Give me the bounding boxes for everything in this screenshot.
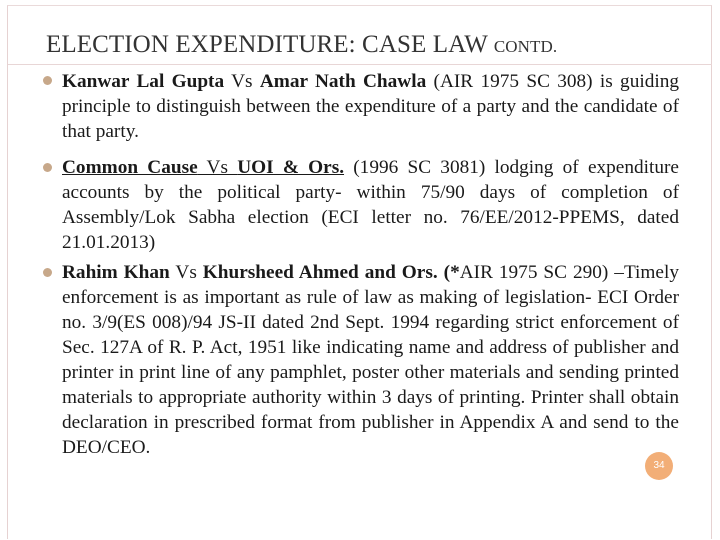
bullet-marker — [43, 268, 52, 277]
bullet-text-run: Kanwar Lal Gupta — [62, 71, 225, 92]
bullet-text-run: Rahim Khan — [62, 262, 170, 283]
bullet-marker — [43, 76, 52, 85]
bullet-text-run: Khursheed Ahmed and Ors. (* — [202, 262, 460, 283]
slide-title-main: ELECTION EXPENDITURE: CASE LAW — [46, 31, 494, 58]
bullet-item-kanwar-lal-gupta — [62, 69, 679, 144]
bullet-marker — [43, 163, 52, 172]
slide-title-suffix: CONTD. — [493, 37, 558, 56]
bullet-item-rahim-khan — [62, 260, 679, 460]
bullet-text-run: (1996 SC 3081) lodging of expenditure accounts by the political party- within 75/90 days of completion of Assembly/Lok Sabha election (ECI letter no. 76/EE/2012-PPEMS, dated 21.01.2013) — [62, 157, 679, 253]
bullet-text-run: Amar Nath Chawla — [259, 71, 427, 92]
bullet-text-run: Common Cause — [62, 157, 198, 178]
page-number-badge: 34 — [645, 452, 673, 480]
bullet-text-run: (AIR 1975 SC 308) is guiding principle to distinguish between the expenditure of a party and the candidate of that party. — [62, 71, 679, 142]
bullet-text-run: AIR 1975 SC 290) –Timely enforcement is as important as rule of law as making of legislation- ECI Order no. 3/9(ES 008)/94 JS-II dated 2nd Sept. 1994 regarding strict enforcement of Sec. 127A of R. P. Act, 1951 like indicating name and address of publisher and printer in print line of any pamphlet, poster other materials and sending printed materials to appropriate authority within 3 days of printing. Printer shall obtain declaration in prescribed format from publisher in Appendix A and send to the DEO/CEO. — [62, 262, 679, 458]
slide-title — [46, 31, 557, 59]
title-divider — [8, 64, 712, 65]
bullet-text-run: Vs — [169, 262, 203, 283]
bullet-item-common-cause — [62, 155, 679, 255]
bullet-text-run: UOI & Ors. — [237, 157, 345, 178]
bullet-text-run: Vs — [197, 157, 238, 178]
bullet-text-run: Vs — [224, 71, 260, 92]
